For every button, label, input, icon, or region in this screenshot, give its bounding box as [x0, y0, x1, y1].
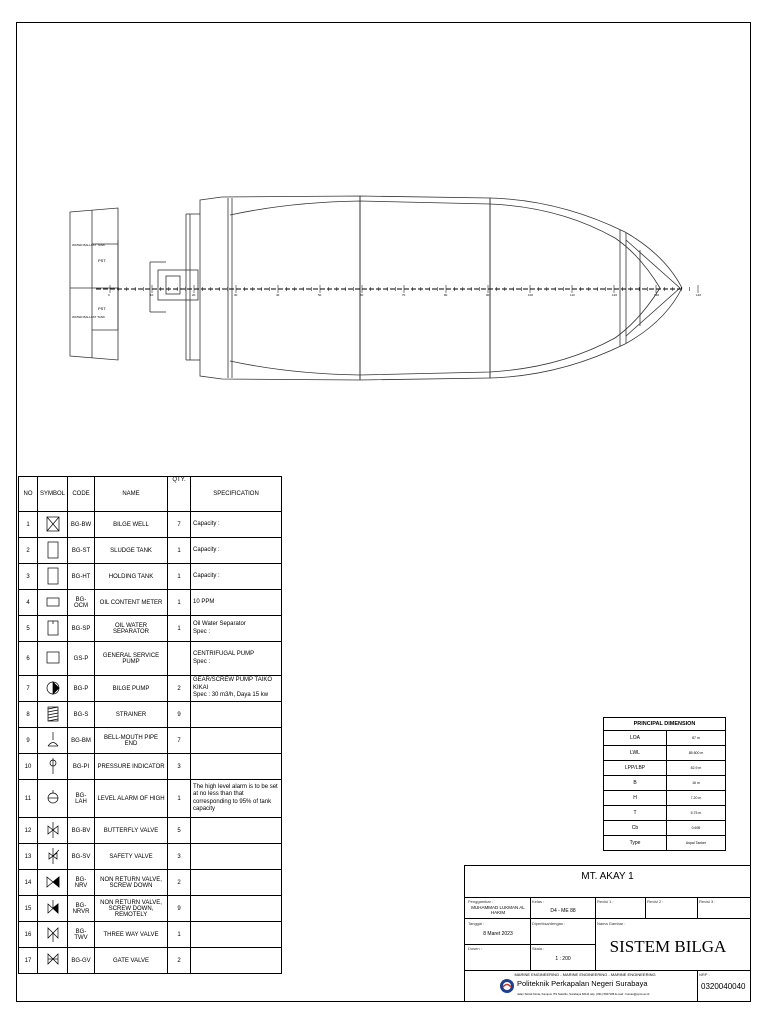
row-no: 5 [19, 616, 38, 642]
scale-value: 1 : 200 [555, 956, 571, 962]
row-specification [191, 818, 282, 844]
station-label: 100 [528, 293, 534, 297]
table-row [19, 512, 282, 538]
nrv-remote-icon [45, 899, 61, 917]
table-row [19, 780, 282, 818]
row-no: 8 [19, 702, 38, 728]
row-no: 14 [19, 870, 38, 896]
dimension-row [604, 776, 726, 791]
date-label: Tanggal : [468, 921, 485, 926]
row-qty: 1 [168, 780, 191, 818]
row-name: SLUDGE TANK [95, 538, 168, 564]
tank-icon [45, 541, 61, 559]
row-symbol [38, 922, 68, 948]
dimension-label: H [604, 791, 667, 806]
row-code: BG-SP [68, 616, 95, 642]
class-label: Kelas : [532, 899, 545, 904]
row-name: OIL WATER SEPARATOR [95, 616, 168, 642]
station-label: 20 [192, 293, 196, 297]
row-no: 7 [19, 676, 38, 702]
row-specification [191, 870, 282, 896]
dimension-row [604, 761, 726, 776]
row-name: BUTTERFLY VALVE [95, 818, 168, 844]
pump-icon [45, 679, 61, 697]
row-no: 15 [19, 896, 38, 922]
principal-dimension-table [603, 717, 726, 851]
row-specification [191, 922, 282, 948]
row-no: 11 [19, 780, 38, 818]
drawing-no-label: NRP : [699, 972, 710, 977]
station-label: 30 [234, 293, 238, 297]
row-name: HOLDING TANK [95, 564, 168, 590]
table-row [19, 818, 282, 844]
dimension-value: 87 m [667, 731, 726, 746]
row-code: BG-BW [68, 512, 95, 538]
inner-hull-line [230, 201, 660, 375]
row-no: 3 [19, 564, 38, 590]
checker-label: Dosen : [468, 946, 482, 951]
institution-address: Jalan Teknik Kimia, Kampus ITS Sukolilo, Surabaya 60111 telp. (031) 5947186 E-mail : humas@ppns.ac.id [517, 992, 650, 996]
row-no: 1 [19, 512, 38, 538]
table-row [19, 642, 282, 676]
row-specification [191, 754, 282, 780]
table-row [19, 702, 282, 728]
dimension-label: LPP/LBP [604, 761, 667, 776]
dimension-value: 16 m [667, 776, 726, 791]
row-symbol [38, 870, 68, 896]
station-label: 140 [696, 293, 702, 297]
dimension-row [604, 821, 726, 836]
drawn-by-value: MUHAMMAD LUKMAN AL HAKIM [471, 905, 525, 915]
row-qty: 7 [168, 728, 191, 754]
row-name: LEVEL ALARM OF HIGH [95, 780, 168, 818]
table-row [19, 564, 282, 590]
pump-box-icon [45, 649, 61, 667]
table-row [19, 896, 282, 922]
row-qty: 3 [168, 844, 191, 870]
header-code: CODE [68, 477, 95, 512]
dimension-label: B [604, 776, 667, 791]
row-name: NON RETURN VALVE, SCREW DOWN [95, 870, 168, 896]
row-no: 13 [19, 844, 38, 870]
row-name: SAFETY VALVE [95, 844, 168, 870]
row-code: BG-GV [68, 948, 95, 974]
row-specification [191, 702, 282, 728]
institution-name: Politeknik Perkapalan Negeri Surabaya [517, 979, 648, 988]
row-qty: 1 [168, 564, 191, 590]
row-no: 17 [19, 948, 38, 974]
station-label: 130 [654, 293, 660, 297]
station-label: 50 [318, 293, 322, 297]
ppns-logo-icon [499, 978, 515, 994]
bilge-well-icon [45, 515, 61, 533]
row-no: 10 [19, 754, 38, 780]
station-label: 120 [612, 293, 618, 297]
title-block [464, 865, 751, 1002]
row-symbol [38, 948, 68, 974]
station-ticks [108, 285, 701, 297]
row-specification: The high level alarm is to be set at no less than that corresponding to 95% of tank capacity [191, 780, 282, 818]
drawing-title: SISTEM BILGA [609, 937, 727, 956]
row-code: BG-P [68, 676, 95, 702]
row-code: BG-PI [68, 754, 95, 780]
row-code: BG-BM [68, 728, 95, 754]
meter-icon [45, 593, 61, 611]
row-symbol [38, 512, 68, 538]
row-name: GATE VALVE [95, 948, 168, 974]
row-symbol [38, 642, 68, 676]
table-row [19, 948, 282, 974]
revisi-3-label: Revisi 3 : [699, 899, 716, 904]
nrv-icon [45, 873, 61, 891]
dimension-row [604, 806, 726, 821]
drawing-number: 0320040040 [701, 982, 746, 991]
row-symbol [38, 616, 68, 642]
row-no: 4 [19, 590, 38, 616]
scale-label: Skala : [532, 946, 545, 951]
aft-tank-label-bottom: WATER BALLAST TANK [72, 315, 106, 319]
dimension-value: 7.20 m [667, 791, 726, 806]
row-code: BG-LAH [68, 780, 95, 818]
row-specification [191, 948, 282, 974]
class-value: D4 - ME 88 [550, 908, 576, 914]
station-label: 60 [360, 293, 364, 297]
station-label: 70 [402, 293, 406, 297]
aft-tank-label-top: WATER BALLAST TANK [72, 243, 106, 247]
tank-icon [45, 567, 61, 585]
row-symbol [38, 728, 68, 754]
safety-valve-icon [45, 847, 61, 865]
row-name: OIL CONTENT METER [95, 590, 168, 616]
row-no: 12 [19, 818, 38, 844]
row-no: 9 [19, 728, 38, 754]
header-no: NO [19, 477, 38, 512]
revisi-2-label: Revisi 2 : [647, 899, 664, 904]
row-code: BG-HT [68, 564, 95, 590]
row-code: BG-ST [68, 538, 95, 564]
dimension-value: 0.695 [667, 821, 726, 836]
row-name: STRAINER [95, 702, 168, 728]
dimension-row [604, 746, 726, 761]
row-no: 16 [19, 922, 38, 948]
row-symbol [38, 676, 68, 702]
strainer-icon [45, 705, 61, 723]
table-row [19, 870, 282, 896]
row-qty: 9 [168, 896, 191, 922]
drawn-by-label: Penggambar : [468, 899, 494, 904]
butterfly-valve-icon [45, 821, 61, 839]
row-symbol [38, 702, 68, 728]
date-value: 8 Maret 2023 [483, 931, 513, 937]
table-row [19, 754, 282, 780]
dimension-label: Type [604, 836, 667, 851]
row-qty: 5 [168, 818, 191, 844]
row-qty: 1 [168, 922, 191, 948]
row-code: BG-OCM [68, 590, 95, 616]
dimension-row [604, 731, 726, 746]
station-label: 110 [570, 293, 575, 297]
station-label: 10 [150, 293, 154, 297]
row-symbol [38, 896, 68, 922]
row-code: BG-S [68, 702, 95, 728]
pst-label-bottom: PST [98, 306, 106, 311]
row-specification: Capacity : [191, 512, 282, 538]
dimension-value: 5.75 m [667, 806, 726, 821]
row-specification: GEAR/SCREW PUMP TAIKO KIKAI Spec : 30 m3/h, Daya 15 kw [191, 676, 282, 702]
row-name: BELL-MOUTH PIPE END [95, 728, 168, 754]
dimension-value: Aspal Tanker [667, 836, 726, 851]
row-qty: 2 [168, 870, 191, 896]
dimension-label: Cb [604, 821, 667, 836]
three-way-valve-icon [45, 925, 61, 943]
row-specification: CENTRIFUGAL PUMP Spec : [191, 642, 282, 676]
row-code: GS-P [68, 642, 95, 676]
row-qty: 7 [168, 512, 191, 538]
station-label: 90 [486, 293, 490, 297]
table-row [19, 844, 282, 870]
row-name: GENERAL SERVICE PUMP [95, 642, 168, 676]
row-code: BG-TWV [68, 922, 95, 948]
row-no: 6 [19, 642, 38, 676]
hull-plan-drawing [0, 0, 768, 470]
dimension-label: LOA [604, 731, 667, 746]
separator-icon [45, 619, 61, 637]
table-row [19, 728, 282, 754]
row-qty: 2 [168, 676, 191, 702]
gate-valve-icon [45, 951, 61, 969]
dimension-label: T [604, 806, 667, 821]
row-code: BG-SV [68, 844, 95, 870]
row-symbol [38, 590, 68, 616]
row-qty: 3 [168, 754, 191, 780]
header-symbol: SYMBOL [38, 477, 68, 512]
dimension-row [604, 791, 726, 806]
row-name: NON RETURN VALVE, SCREW DOWN, REMOTELY [95, 896, 168, 922]
row-code: BG-NRVR [68, 896, 95, 922]
row-specification: Oil Water Separator Spec : [191, 616, 282, 642]
row-name: BILGE PUMP [95, 676, 168, 702]
row-symbol [38, 754, 68, 780]
row-symbol [38, 818, 68, 844]
row-symbol [38, 564, 68, 590]
hull-outline [200, 196, 682, 380]
row-specification [191, 896, 282, 922]
department-text: MARINE ENGINEERING - MARINE ENGINEERING - MARINE ENGINEERING [514, 972, 656, 977]
row-qty: 2 [168, 948, 191, 974]
row-code: BG-NRV [68, 870, 95, 896]
row-no: 2 [19, 538, 38, 564]
row-qty: 1 [168, 590, 191, 616]
equipment-table-body [19, 512, 282, 974]
dimension-row [604, 836, 726, 851]
row-qty: 9 [168, 702, 191, 728]
table-row [19, 922, 282, 948]
table-row [19, 590, 282, 616]
dimension-value: 85.600 m [667, 746, 726, 761]
dimension-value: 82.9 m [667, 761, 726, 776]
row-name: BILGE WELL [95, 512, 168, 538]
gauge-icon [45, 757, 61, 775]
row-qty [168, 642, 191, 676]
ship-name: MT. AKAY 1 [581, 871, 634, 882]
pst-label-top: PST [98, 258, 106, 263]
station-label: 0 [108, 293, 110, 297]
bellmouth-icon [45, 731, 61, 749]
row-symbol [38, 538, 68, 564]
checked-label: Diperiksa/dengan : [532, 921, 566, 926]
table-row [19, 616, 282, 642]
station-label: 80 [444, 293, 448, 297]
row-specification [191, 728, 282, 754]
row-name: PRESSURE INDICATOR [95, 754, 168, 780]
row-specification [191, 844, 282, 870]
equipment-table [18, 476, 282, 974]
aft-deck-outline [70, 208, 118, 360]
header-specification: SPECIFICATION [191, 477, 282, 512]
row-name: THREE WAY VALVE [95, 922, 168, 948]
row-qty: 1 [168, 538, 191, 564]
alarm-icon [45, 789, 61, 807]
drawing-name-label: Nama Gambar : [597, 921, 626, 926]
table-row [19, 676, 282, 702]
row-code: BG-BV [68, 818, 95, 844]
station-label: 40 [276, 293, 280, 297]
dimension-label: LWL [604, 746, 667, 761]
header-qty: QTY. [168, 477, 191, 512]
row-qty: 1 [168, 616, 191, 642]
row-specification: Capacity : [191, 564, 282, 590]
row-symbol [38, 844, 68, 870]
row-specification: Capacity : [191, 538, 282, 564]
row-symbol [38, 780, 68, 818]
principal-dimension-title: PRINCIPAL DIMENSION [604, 718, 726, 731]
revisi-1-label: Revisi 1 : [597, 899, 614, 904]
row-specification: 10 PPM [191, 590, 282, 616]
header-name: NAME [95, 477, 168, 512]
table-row [19, 538, 282, 564]
